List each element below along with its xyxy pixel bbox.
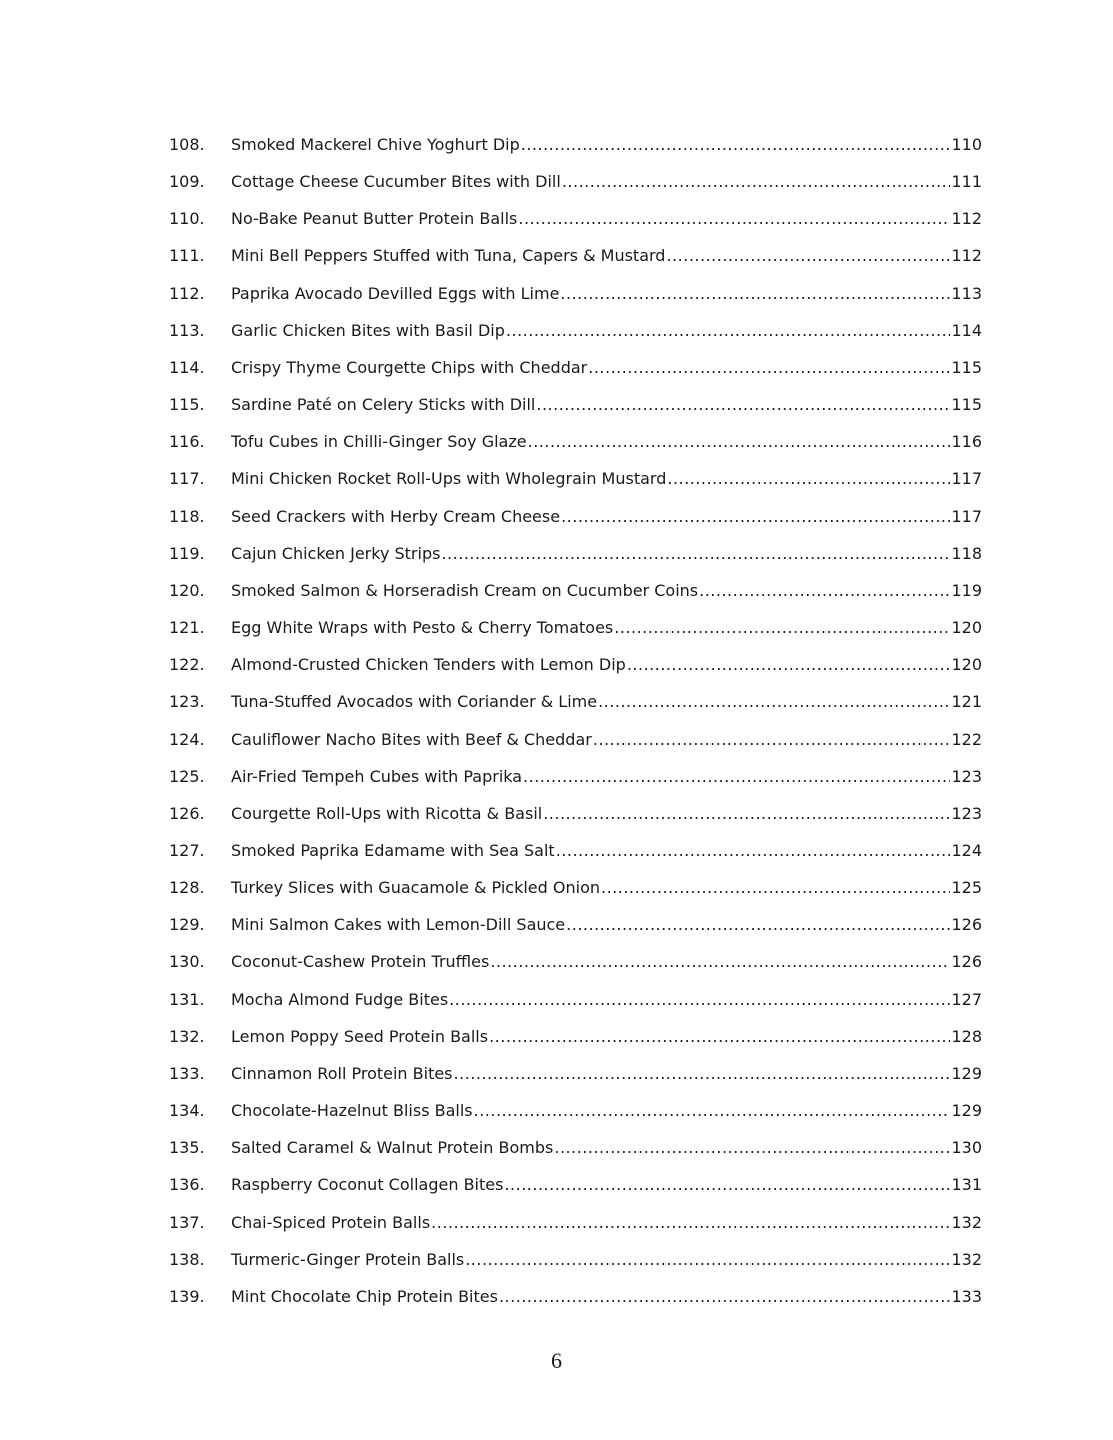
toc-entry-page: 122 — [951, 729, 982, 749]
toc-entry[interactable] — [169, 126, 982, 163]
toc-dot-leader — [566, 906, 950, 943]
toc-dot-leader — [666, 237, 950, 274]
toc-entry-number: 128. — [169, 878, 205, 898]
toc-entry-title: Mini Chicken Rocket Roll-Ups with Wholegrain Mustard — [231, 469, 667, 489]
toc-entry-number: 136. — [169, 1175, 205, 1195]
toc-entry-number: 111. — [169, 246, 205, 266]
toc-entry[interactable] — [169, 237, 982, 274]
toc-dot-leader — [449, 981, 950, 1018]
page-number: 6 — [551, 1348, 562, 1373]
toc-entry[interactable] — [169, 1055, 982, 1092]
toc-entry-title: Salted Caramel & Walnut Protein Bombs — [231, 1138, 554, 1158]
toc-entry-number: 118. — [169, 506, 205, 526]
toc-entry-number: 114. — [169, 357, 205, 377]
toc-entry-title: Mint Chocolate Chip Protein Bites — [231, 1286, 498, 1306]
toc-entry-number: 109. — [169, 172, 205, 192]
toc-entry-title: Cauliflower Nacho Bites with Beef & Cheddar — [231, 729, 592, 749]
toc-entry-title: Chai-Spiced Protein Balls — [231, 1212, 431, 1232]
toc-entry[interactable] — [169, 1278, 982, 1315]
toc-entry-page: 117 — [951, 469, 982, 489]
toc-entry[interactable] — [169, 275, 982, 312]
toc-entry-title: Lemon Poppy Seed Protein Balls — [231, 1026, 489, 1046]
toc-entry[interactable] — [169, 906, 982, 943]
toc-entry[interactable] — [169, 758, 982, 795]
toc-entry-page: 121 — [951, 692, 982, 712]
toc-entry-page: 130 — [951, 1138, 982, 1158]
toc-entry-title: Mini Salmon Cakes with Lemon-Dill Sauce — [231, 915, 566, 935]
toc-entry-title: Tuna-Stuffed Avocados with Coriander & Lime — [231, 692, 598, 712]
toc-entry-number: 117. — [169, 469, 205, 489]
toc-entry-page: 113 — [951, 283, 982, 303]
toc-entry-page: 128 — [951, 1026, 982, 1046]
toc-entry-page: 112 — [951, 246, 982, 266]
toc-entry-page: 123 — [951, 766, 982, 786]
toc-entry-number: 127. — [169, 840, 205, 860]
toc-dot-leader — [601, 869, 950, 906]
toc-entry-page: 125 — [951, 878, 982, 898]
toc-entry[interactable] — [169, 312, 982, 349]
toc-entry-title: Cajun Chicken Jerky Strips — [231, 543, 441, 563]
toc-entry-page: 110 — [951, 135, 982, 154]
toc-entry-title: Cinnamon Roll Protein Bites — [231, 1063, 453, 1083]
toc-dot-leader — [588, 349, 950, 386]
toc-entry-title: Air-Fried Tempeh Cubes with Paprika — [231, 766, 523, 786]
toc-entry-page: 118 — [951, 543, 982, 563]
toc-entry[interactable] — [169, 423, 982, 460]
toc-entry-title: Sardine Paté on Celery Sticks with Dill — [231, 395, 536, 415]
toc-dot-leader — [489, 1018, 950, 1055]
toc-entry-title: Smoked Salmon & Horseradish Cream on Cucumber Coins — [231, 580, 699, 600]
toc-entry[interactable] — [169, 795, 982, 832]
toc-entry-title: Egg White Wraps with Pesto & Cherry Tomatoes — [231, 618, 614, 638]
toc-entry-page: 119 — [951, 580, 982, 600]
toc-dot-leader — [543, 795, 950, 832]
toc-dot-leader — [506, 312, 951, 349]
toc-entry-number: 121. — [169, 618, 205, 638]
toc-entry-page: 116 — [951, 432, 982, 452]
toc-entry-page: 126 — [951, 952, 982, 972]
toc-dot-leader — [614, 609, 950, 646]
toc-entry[interactable] — [169, 163, 982, 200]
toc-dot-leader — [518, 200, 950, 237]
toc-entry-title: Paprika Avocado Devilled Eggs with Lime — [231, 283, 560, 303]
toc-entry-number: 135. — [169, 1138, 205, 1158]
toc-entry[interactable] — [169, 1129, 982, 1166]
toc-dot-leader — [504, 1166, 950, 1203]
toc-dot-leader — [499, 1278, 951, 1315]
toc-entry-page: 131 — [951, 1175, 982, 1195]
toc-dot-leader — [490, 943, 950, 980]
toc-entry-number: 122. — [169, 655, 205, 675]
toc-entry-number: 134. — [169, 1101, 205, 1121]
toc-entry[interactable] — [169, 572, 982, 609]
toc-entry[interactable] — [169, 1166, 982, 1203]
toc-entry-title: Garlic Chicken Bites with Basil Dip — [231, 320, 505, 340]
table-of-contents — [169, 126, 982, 1315]
toc-entry[interactable] — [169, 349, 982, 386]
toc-entry-page: 129 — [951, 1101, 982, 1121]
toc-entry-number: 126. — [169, 803, 205, 823]
toc-entry-page: 111 — [951, 172, 982, 192]
toc-entry-page: 129 — [951, 1063, 982, 1083]
toc-entry-title: Tofu Cubes in Chilli-Ginger Soy Glaze — [231, 432, 527, 452]
toc-entry[interactable] — [169, 869, 982, 906]
toc-entry-number: 108. — [169, 135, 205, 154]
toc-dot-leader — [521, 126, 951, 163]
toc-dot-leader — [667, 460, 950, 497]
toc-entry-title: Chocolate-Hazelnut Bliss Balls — [231, 1101, 473, 1121]
toc-entry[interactable] — [169, 609, 982, 646]
toc-entry-number: 129. — [169, 915, 205, 935]
toc-dot-leader — [441, 535, 950, 572]
toc-entry[interactable] — [169, 200, 982, 237]
toc-entry-number: 116. — [169, 432, 205, 452]
toc-entry-number: 120. — [169, 580, 205, 600]
toc-entry-number: 112. — [169, 283, 205, 303]
toc-entry-title: Turkey Slices with Guacamole & Pickled Onion — [231, 878, 600, 898]
toc-entry-page: 114 — [951, 320, 982, 340]
toc-entry-title: Raspberry Coconut Collagen Bites — [231, 1175, 504, 1195]
toc-entry[interactable] — [169, 981, 982, 1018]
toc-entry-page: 133 — [951, 1286, 982, 1306]
toc-entry-page: 123 — [951, 803, 982, 823]
toc-entry-number: 133. — [169, 1063, 205, 1083]
toc-dot-leader — [523, 758, 950, 795]
toc-entry[interactable] — [169, 683, 982, 720]
toc-entry-title: Cottage Cheese Cucumber Bites with Dill — [231, 172, 561, 192]
toc-entry-page: 115 — [951, 357, 982, 377]
toc-dot-leader — [699, 572, 950, 609]
toc-entry-title: Crispy Thyme Courgette Chips with Cheddar — [231, 357, 588, 377]
toc-dot-leader — [593, 721, 951, 758]
toc-entry[interactable] — [169, 498, 982, 535]
toc-entry-title: Smoked Mackerel Chive Yoghurt Dip — [231, 135, 520, 154]
toc-dot-leader — [556, 832, 951, 869]
toc-entry-page: 126 — [951, 915, 982, 935]
toc-dot-leader — [560, 275, 950, 312]
toc-dot-leader — [598, 683, 950, 720]
toc-entry-page: 117 — [951, 506, 982, 526]
toc-entry-page: 120 — [951, 655, 982, 675]
toc-entry-number: 131. — [169, 989, 205, 1009]
toc-entry-number: 113. — [169, 320, 205, 340]
toc-entry[interactable] — [169, 646, 982, 683]
toc-dot-leader — [528, 423, 951, 460]
toc-entry[interactable] — [169, 535, 982, 572]
toc-entry-title: Seed Crackers with Herby Cream Cheese — [231, 506, 561, 526]
toc-dot-leader — [536, 386, 950, 423]
toc-entry-title: Almond-Crusted Chicken Tenders with Lemon Dip — [231, 655, 626, 675]
toc-dot-leader — [562, 163, 951, 200]
toc-entry-number: 139. — [169, 1286, 205, 1306]
toc-entry-number: 138. — [169, 1249, 205, 1269]
toc-entry-number: 123. — [169, 692, 205, 712]
toc-entry-number: 115. — [169, 395, 205, 415]
toc-entry-number: 125. — [169, 766, 205, 786]
toc-entry-title: Mini Bell Peppers Stuffed with Tuna, Capers & Mustard — [231, 246, 666, 266]
toc-dot-leader — [454, 1055, 951, 1092]
toc-entry-title: Smoked Paprika Edamame with Sea Salt — [231, 840, 555, 860]
toc-dot-leader — [431, 1204, 950, 1241]
toc-entry-title: Turmeric-Ginger Protein Balls — [231, 1249, 465, 1269]
toc-entry-page: 127 — [951, 989, 982, 1009]
toc-entry[interactable] — [169, 1204, 982, 1241]
toc-dot-leader — [474, 1092, 951, 1129]
toc-entry[interactable] — [169, 1092, 982, 1129]
toc-entry-title: No-Bake Peanut Butter Protein Balls — [231, 209, 518, 229]
toc-dot-leader — [465, 1241, 950, 1278]
toc-dot-leader — [561, 498, 950, 535]
toc-entry-number: 137. — [169, 1212, 205, 1232]
toc-entry-page: 124 — [951, 840, 982, 860]
toc-entry-title: Mocha Almond Fudge Bites — [231, 989, 449, 1009]
toc-entry[interactable] — [169, 721, 982, 758]
toc-entry-page: 112 — [951, 209, 982, 229]
toc-dot-leader — [627, 646, 951, 683]
toc-entry[interactable] — [169, 1018, 982, 1055]
toc-entry[interactable] — [169, 460, 982, 497]
toc-dot-leader — [554, 1129, 950, 1166]
toc-entry-number: 110. — [169, 209, 205, 229]
toc-entry[interactable] — [169, 943, 982, 980]
toc-entry[interactable] — [169, 386, 982, 423]
toc-entry-number: 119. — [169, 543, 205, 563]
toc-entry-number: 130. — [169, 952, 205, 972]
toc-entry[interactable] — [169, 832, 982, 869]
toc-entry-title: Coconut-Cashew Protein Truffles — [231, 952, 490, 972]
toc-entry[interactable] — [169, 1241, 982, 1278]
toc-entry-page: 120 — [951, 618, 982, 638]
toc-entry-page: 132 — [951, 1249, 982, 1269]
toc-entry-number: 132. — [169, 1026, 205, 1046]
toc-entry-page: 115 — [951, 395, 982, 415]
toc-entry-page: 132 — [951, 1212, 982, 1232]
toc-entry-number: 124. — [169, 729, 205, 749]
toc-entry-title: Courgette Roll-Ups with Ricotta & Basil — [231, 803, 543, 823]
